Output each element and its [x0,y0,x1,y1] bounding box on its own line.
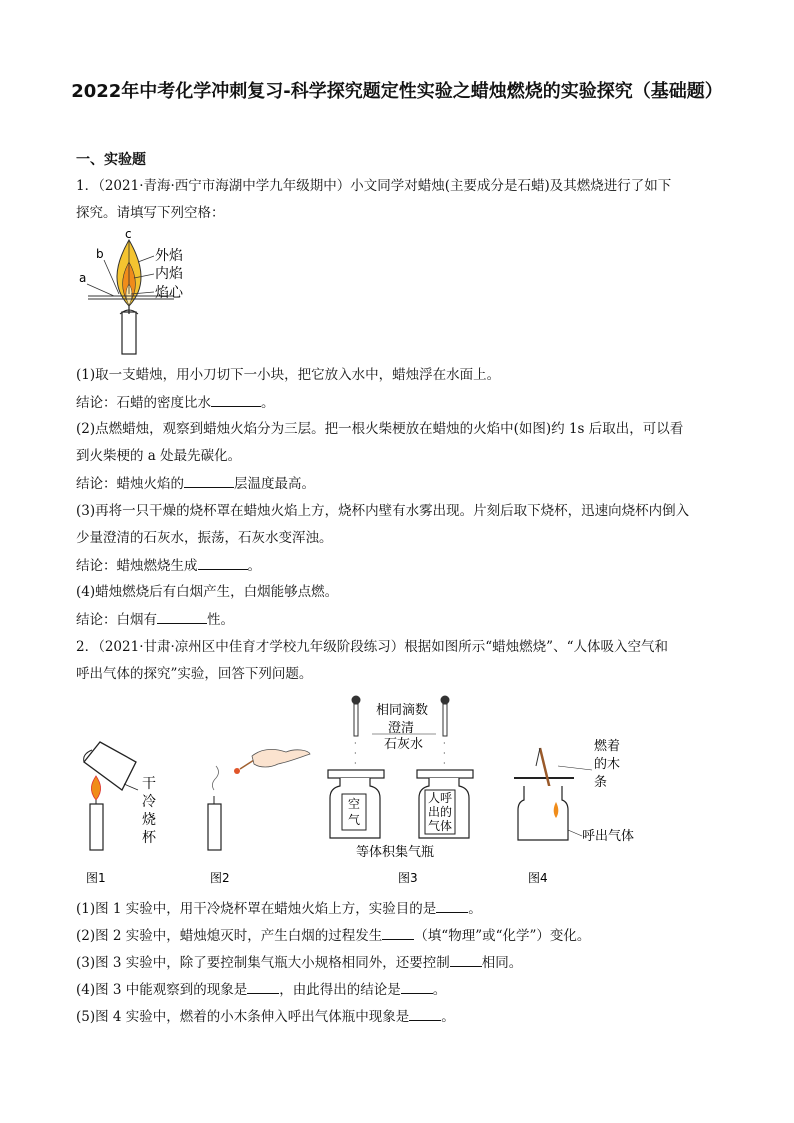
q2-sub2-end: （填“物理”或“化学”）变化。 [414,928,591,944]
label-b: b [96,247,104,261]
answer-blank[interactable] [184,473,234,488]
q2-sub3-text: (3)图 3 实验中，除了要控制集气瓶大小规格相同外，还要控制 [76,955,450,971]
candle-flame-figure [74,226,204,358]
q2-sub5-end: 。 [441,1009,455,1025]
q1-step2-line2: 到火柴梗的 a 处最先碳化。 [76,448,242,464]
q1-conclusion2 [76,473,315,494]
answer-blank[interactable] [409,1006,441,1021]
q2-sub2-text: (2)图 2 实验中，蜡烛熄灭时，产生白烟的过程发生 [76,928,383,944]
q1-conclusion3 [76,555,261,576]
svg-text:·: · [443,739,446,748]
q2-sub1-text: (1)图 1 实验中，用干冷烧杯罩在蜡烛火焰上方，实验目的是 [76,901,437,917]
figure-3-gas-bottles [328,696,473,861]
figure-2-white-smoke [208,749,310,850]
q1-step3-line1: (3)再将一只干燥的烧杯罩在蜡烛火焰上方，烧杯内壁有水雾出现。片刻后取下烧杯，迅速向烧杯内倒入 [76,503,690,519]
svg-text:出的: 出的 [428,805,453,819]
answer-blank[interactable] [450,952,482,967]
svg-text:·: · [443,749,446,758]
q1-conclusion3-end: 。 [247,558,261,574]
figure-1-dry-beaker [84,742,157,850]
q2-sub5-text: (5)图 4 实验中，燃着的小木条伸入呼出气体瓶中现象是 [76,1009,410,1025]
q1-conclusion4 [76,609,234,630]
q2-intro-line2: 呼出气体的探究”实验，回答下列问题。 [76,666,313,682]
svg-text:·: · [443,759,446,768]
q1-conclusion1-text: 结论：石蜡的密度比水 [76,395,211,411]
q1-conclusion2-text: 结论：蜡烛火焰的 [76,476,184,492]
answer-blank[interactable] [157,609,207,624]
q1-conclusion1 [76,392,275,413]
label-a: a [79,271,87,285]
q2-sub4-text: (4)图 3 中能观察到的现象是 [76,982,248,998]
q2-sub3 [76,952,522,973]
q1-step4: (4)蜡烛燃烧后有白烟产生，白烟能够点燃。 [76,584,339,600]
svg-text:燃着: 燃着 [594,739,621,754]
q1-conclusion1-end: 。 [261,395,275,411]
q2-sub1-end: 。 [468,901,482,917]
q2-sub1 [76,898,482,919]
svg-text:图2: 图2 [210,871,230,885]
svg-text:杯: 杯 [142,830,156,846]
q1-conclusion4-text: 结论：白烟有 [76,612,157,628]
svg-text:人呼: 人呼 [428,791,453,805]
svg-text:图4: 图4 [528,871,548,885]
q1-step3-line2: 少量澄清的石灰水，振荡，石灰水变浑浊。 [76,530,333,546]
svg-text:冷: 冷 [142,794,156,810]
svg-text:·: · [354,749,357,758]
svg-text:·: · [354,739,357,748]
svg-text:石灰水: 石灰水 [384,737,424,752]
svg-text:等体积集气瓶: 等体积集气瓶 [356,845,435,860]
q2-sub4-mid: ，由此得出的结论是 [279,982,401,998]
q2-sub4 [76,979,446,1000]
svg-text:图1: 图1 [86,871,106,885]
answer-blank[interactable] [198,555,248,570]
svg-text:呼出气体: 呼出气体 [582,829,635,844]
svg-text:烧: 烧 [142,812,156,828]
q1-intro-line1: 1．（2021·青海·西宁市海湖中学九年级期中）小文同学对蜡烛(主要成分是石蜡)及其燃烧进行了如下 [76,178,672,194]
svg-text:相同滴数: 相同滴数 [376,703,429,718]
q2-sub5 [76,1006,455,1027]
q1-conclusion3-text: 结论：蜡烛燃烧生成 [76,558,198,574]
q2-sub3-end: 相同。 [481,955,523,971]
answer-blank[interactable] [436,898,468,913]
answer-blank[interactable] [382,925,414,940]
q1-conclusion2-end: 层温度最高。 [234,476,315,492]
q1-step2-line1: (2)点燃蜡烛，观察到蜡烛火焰分为三层。把一根火柴梗放在蜡烛的火焰中(如图)约 1s 后取出，可以看 [76,421,684,437]
q2-intro-line1: 2．（2021·甘肃·凉州区中佳育才学校九年级阶段练习）根据如图所示“蜡烛燃烧”、“人体吸入空气和 [76,639,668,655]
svg-text:的木: 的木 [594,757,621,772]
hand-shape [252,749,310,767]
answer-blank[interactable] [211,392,261,407]
svg-text:干: 干 [142,776,156,792]
q1-intro-line2: 探究。请填写下列空格： [76,205,225,221]
label-inner-flame: 内焰 [155,266,183,282]
svg-text:图3: 图3 [398,871,418,885]
svg-text:条: 条 [594,775,608,790]
svg-text:气: 气 [348,813,361,827]
label-flame-core: 焰心 [155,285,183,301]
label-c: c [125,227,132,241]
q1-conclusion4-end: 性。 [207,612,234,628]
answer-blank[interactable] [247,979,279,994]
svg-text:气体: 气体 [428,819,453,833]
answer-blank[interactable] [401,979,433,994]
label-outer-flame: 外焰 [155,248,183,264]
section-heading: 一、实验题 [76,152,146,168]
svg-text:·: · [354,759,357,768]
experiment-figures [74,690,674,890]
figure-4-burning-stick [514,739,634,844]
svg-text:空: 空 [348,797,361,811]
page-title: 2022年中考化学冲刺复习-科学探究题定性实验之蜡烛燃烧的实验探究（基础题） [71,81,723,102]
q2-sub4-end: 。 [432,982,447,998]
candle-body [122,312,136,354]
q2-sub2 [76,925,590,946]
q1-step1: (1)取一支蜡烛，用小刀切下一小块，把它放入水中，蜡烛浮在水面上。 [76,367,501,383]
svg-text:澄清: 澄清 [388,721,415,736]
